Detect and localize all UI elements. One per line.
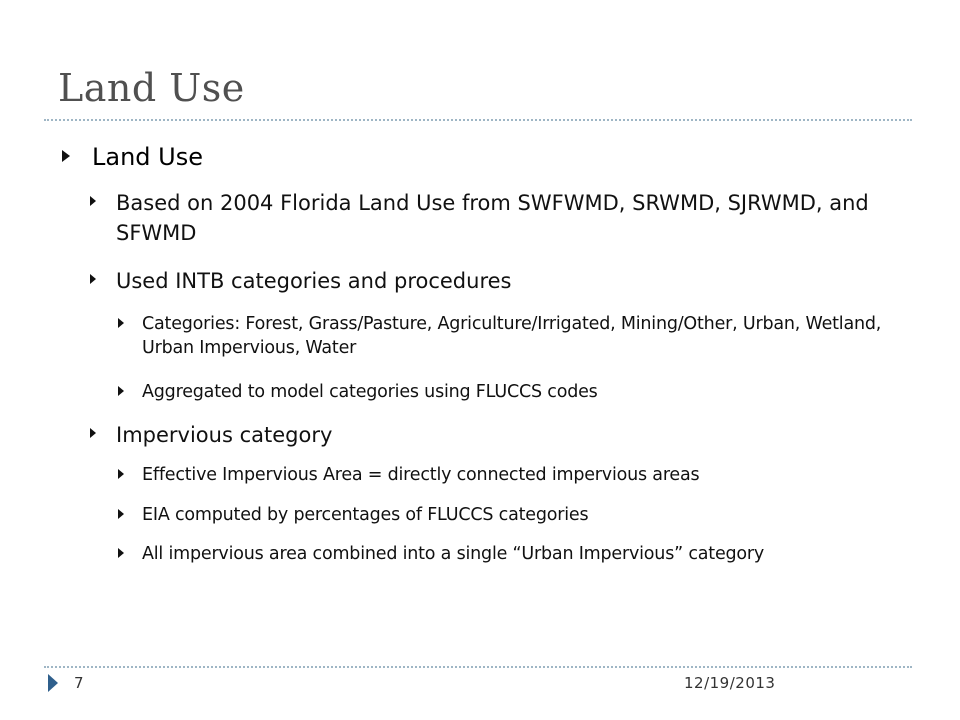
slide-title: Land Use [58, 66, 245, 110]
bullet-arrow-icon [118, 386, 124, 396]
bullet-impervious-category [90, 420, 880, 450]
bullet-aggregated [118, 380, 908, 404]
bullet-text: Used INTB categories and procedures [116, 269, 512, 293]
slide-date: 12/19/2013 [684, 674, 776, 692]
slide-number: 7 [74, 674, 84, 692]
bullet-arrow-icon [118, 469, 124, 479]
title-divider [44, 119, 912, 121]
bullet-text: Land Use [92, 143, 203, 171]
bullet-categories [118, 312, 908, 360]
bullet-arrow-icon [118, 509, 124, 519]
bullet-effective-impervious [118, 463, 908, 487]
bullet-used-intb [90, 266, 880, 296]
bullet-arrow-icon [90, 274, 96, 284]
bullet-based-on-2004 [90, 188, 880, 248]
bullet-arrow-icon [90, 428, 96, 438]
bullet-arrow-icon [118, 548, 124, 558]
footer-divider [44, 666, 912, 668]
bullet-land-use [62, 142, 922, 172]
bullet-text: Effective Impervious Area = directly connected impervious areas [142, 465, 700, 485]
footer-triangle-icon [48, 674, 58, 692]
bullet-arrow-icon [62, 150, 70, 162]
bullet-text: EIA computed by percentages of FLUCCS categories [142, 505, 589, 525]
bullet-text: Categories: Forest, Grass/Pasture, Agriculture/Irrigated, Mining/Other, Urban, Wetland, Urban Impervious, Water [142, 314, 882, 358]
bullet-arrow-icon [118, 318, 124, 328]
bullet-text: Based on 2004 Florida Land Use from SWFWMD, SRWMD, SJRWMD, and SFWMD [116, 191, 869, 245]
bullet-text: Aggregated to model categories using FLUCCS codes [142, 382, 598, 402]
bullet-arrow-icon [90, 196, 96, 206]
bullet-text: Impervious category [116, 423, 333, 447]
bullet-all-impervious [118, 542, 878, 566]
bullet-text: All impervious area combined into a single “Urban Impervious” category [142, 544, 765, 564]
bullet-eia-computed [118, 503, 908, 527]
